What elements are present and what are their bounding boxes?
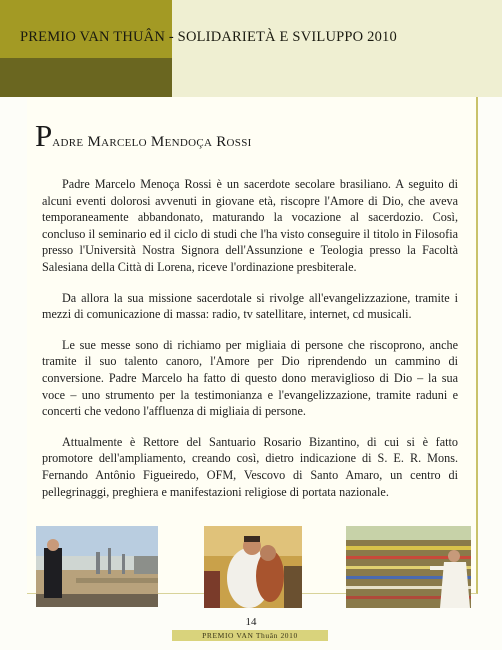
article-paragraph: Padre Marcelo Menoça Rossi è un sacerdote secolare brasiliano. A seguito di alcuni eventi dolorosi avvenuti in giovane età, riscopre l'Amore di Dio, che aveva temporaneamente abbandonato, maturando la vocazione al sacerdozio. Così, concluso il seminario ed il ciclo di studi che l'ha visto conseguire il titolo in Filosofia presso l'Università Nostra Signora dell'Assunzione e Teologia presso la Facoltà Salesiana della Città di Lorena, riceve l'ordinazione presbiterale.	[42, 177, 458, 274]
header-band	[0, 0, 502, 97]
article-body	[42, 176, 458, 514]
article-heading	[35, 120, 465, 151]
article-paragraph: Attualmente è Rettore del Santuario Rosario Bizantino, di cui si è fatto promotore dell'ampliamento, creando così, dietro indicazione di S. E. R. Mons. Fernando Antônio Figueiredo, OFM, Vescovo di Santo Amaro, un centro di pellegrinaggi, preghiera e manifestazioni religiose di portata nazionale.	[42, 434, 458, 499]
heading-drop-cap: P	[35, 118, 53, 153]
article-paragraph: Le sue messe sono di richiamo per migliaia di persone che riscoprono, anche tramite il suo talento canoro, l'Amore per Dio riprendendo un cammino di conversione. Padre Marcelo ha fatto di questo dono meraviglioso di Dio – la sua voce – uno strumento per la testimonianza e l'evangelizzazione, tramite raduni e concerti che vedono l'affluenza di migliaia di persone.	[42, 337, 458, 419]
photo-crowd	[346, 526, 471, 608]
footer-label: PREMIO VAN Thuân 2010	[202, 631, 298, 640]
photo-embrace	[204, 526, 302, 608]
article-paragraph: Da allora la sua missione sacerdotale si rivolge all'evangelizzazione, tramite i mezzi di comunicazione di massa: radio, tv satellitare, internet, cd musicali.	[42, 290, 458, 322]
header-title: PREMIO VAN THUÂN - SOLIDARIETÀ E SVILUPPO 2010	[20, 29, 397, 45]
header-band-light-block	[172, 0, 502, 97]
heading-text: adre Marcelo Mendoça Rossi	[52, 134, 252, 150]
page-number: 14	[245, 616, 257, 628]
photo-construction-site	[36, 526, 158, 607]
header-band-dark-block	[0, 58, 172, 97]
